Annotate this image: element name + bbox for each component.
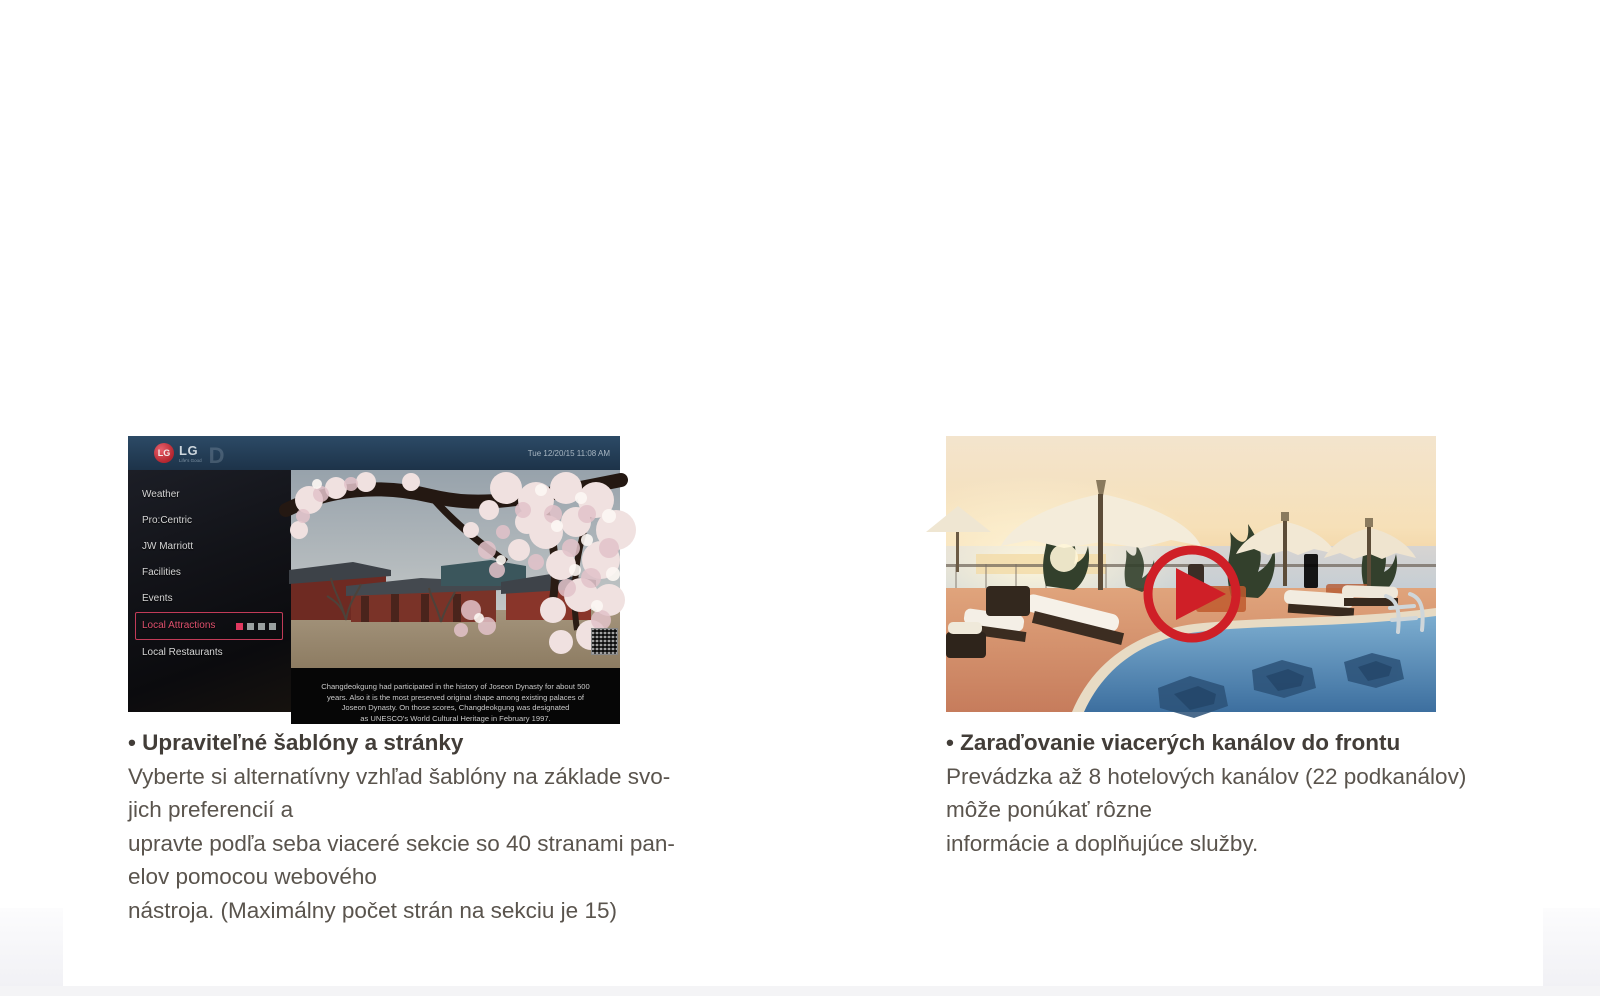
ghost-d-watermark: D xyxy=(208,443,225,468)
tv-menu-item-jw-marriott: JW Marriott xyxy=(142,541,194,552)
lg-logo-icon: LG LG Life's Good D xyxy=(154,437,225,469)
left-caption-line: elov pomocou webového xyxy=(128,864,377,889)
page-indicator xyxy=(269,623,276,630)
lg-tagline: Life's Good xyxy=(179,457,202,463)
left-caption-line: upravte podľa seba viaceré sekcie so 40 stranami pan- xyxy=(128,830,675,856)
play-icon[interactable] xyxy=(946,436,1436,712)
page-indicator xyxy=(258,623,265,630)
tv-menu-item-events: Events xyxy=(142,593,173,604)
tv-menu-item-weather: Weather xyxy=(142,489,180,500)
right-caption-line: informácie a doplňujúce služby. xyxy=(946,830,1259,856)
tv-topbar xyxy=(128,436,620,470)
changdeokgung-photo xyxy=(291,470,620,668)
procentric-tv-screenshot xyxy=(128,436,620,723)
page-indicator-active xyxy=(236,623,243,630)
tv-menu-item-procentric: Pro:Centric xyxy=(142,515,193,526)
hotel-pool-video-thumbnail xyxy=(946,436,1436,712)
page-edge-shade-left xyxy=(0,908,63,986)
tv-menu-item-local-restaurants: Local Restaurants xyxy=(142,647,223,658)
page-bottom-strip xyxy=(0,986,1600,996)
right-caption-heading: • Zaraďovanie viacerých kanálov do frontu xyxy=(946,730,1401,755)
tv-menu-item-local-attractions: Local Attractions xyxy=(135,612,283,640)
right-caption-block xyxy=(946,726,1526,860)
page-edge-shade-right xyxy=(1543,908,1600,986)
lg-wordmark: LG xyxy=(179,442,199,458)
right-caption-line: môže ponúkať rôzne xyxy=(946,797,1153,822)
left-caption-heading: • Upraviteľné šablóny a stránky xyxy=(128,730,464,755)
qr-code xyxy=(592,629,617,654)
left-caption-block xyxy=(128,726,728,927)
page-indicator xyxy=(247,623,254,630)
right-caption-line: Prevádzka až 8 hotelových kanálov (22 podkanálov) xyxy=(946,763,1467,789)
left-caption-line: jich preferencií a xyxy=(128,797,294,822)
left-caption-line: nástroja. (Maximálny počet strán na sekciu je 15) xyxy=(128,897,617,923)
tv-sidebar-menu xyxy=(128,470,291,712)
left-caption-line: Vyberte si alternatívny vzhľad šablóny na základe svo- xyxy=(128,763,671,789)
tv-menu-item-facilities: Facilities xyxy=(142,567,181,578)
tv-caption-text: Changdeokgung had participated in the history of Joseon Dynasty for about 500 years. Also it is the most preserved original shape among existing palaces of Joseon Dynasty. On those scores, Changdeokgung was designated as UNESCO's World Cultural Heritage in February 1997. xyxy=(291,668,620,724)
tv-datetime: Tue 12/20/15 11:08 AM xyxy=(527,448,610,458)
